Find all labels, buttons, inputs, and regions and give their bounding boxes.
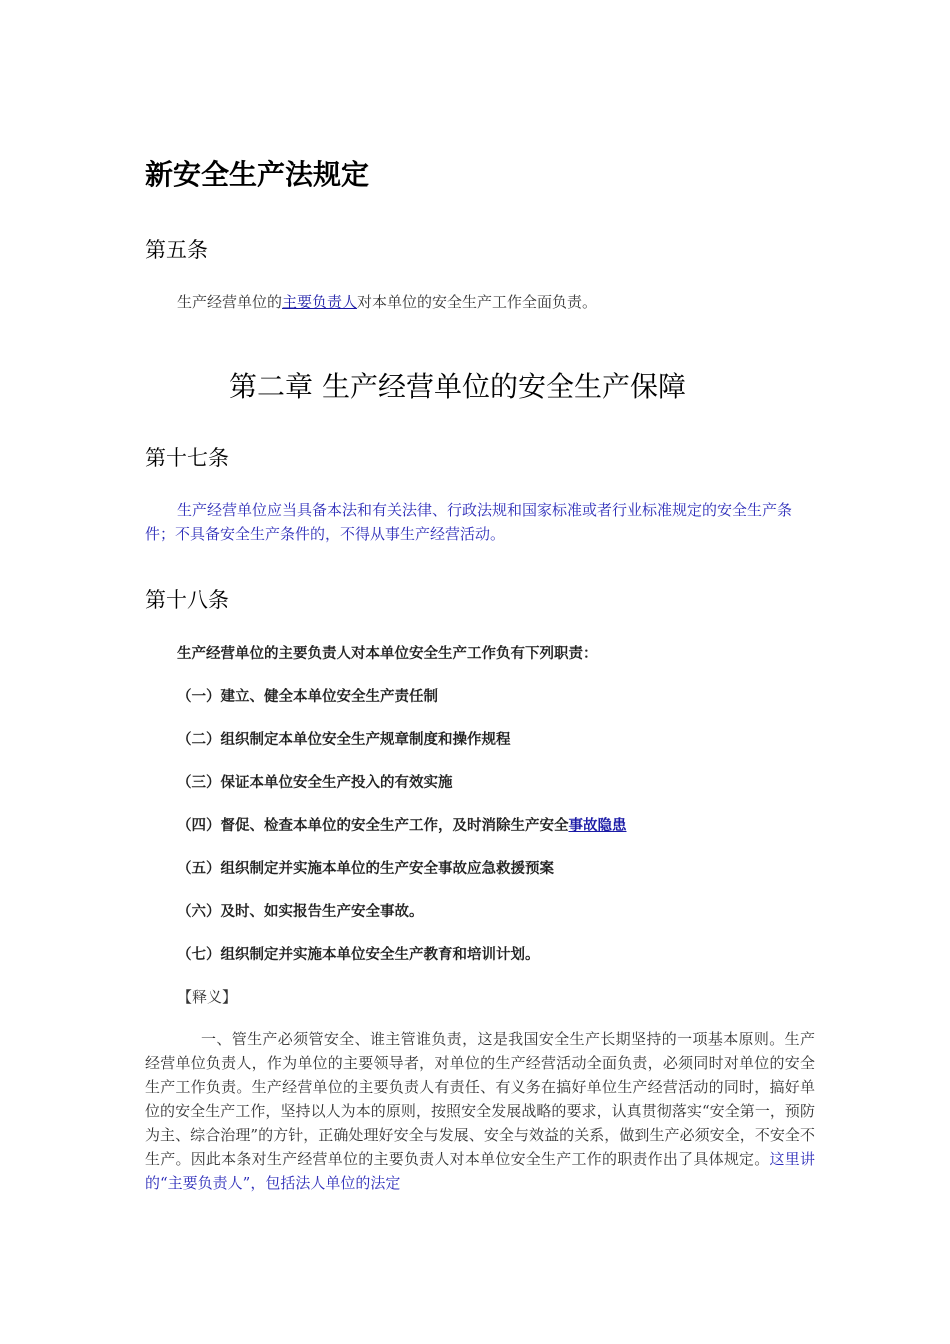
duty-item-4 xyxy=(177,814,842,838)
duty-item-3: （三）保证本单位安全生产投入的有效实施 xyxy=(177,775,453,791)
explanation-body: 一、管生产必须管安全、谁主管谁负责，这是我国安全生产长期坚持的一项基本原则。生产经营单位负责人，作为单位的主要领导者，对单位的生产经营活动全面负责，必须同时对单位的安全生产工作负责。生产经营单位的主要负责人有责任、有义务在搞好单位生产经营活动的同时，搞好单位的安全生产工作，坚持以人为本的原则，按照安全发展战略的要求，认真贯彻落实“安全第一，预防为主、综合治理”的方针，正确处理好安全与发展、安全与效益的关系，做到生产必须安全，不安全不生产。因此本条对生产经营单位的主要负责人对本单位安全生产工作的职责作出了具体规定。 xyxy=(145,1030,815,1168)
duty-item-5: （五）组织制定并实施本单位的生产安全事故应急救援预案 xyxy=(177,861,554,877)
article-5-text xyxy=(145,290,810,314)
accident-hazard-link[interactable]: 事故隐患 xyxy=(568,818,627,834)
explanation-label: 【释义】 xyxy=(177,988,238,1006)
article-5-heading: 第五条 xyxy=(145,238,208,262)
article-18-heading: 第十八条 xyxy=(145,588,229,612)
document-title: 新安全生产法规定 xyxy=(145,158,370,191)
main-responsible-person-link[interactable]: 主要负责人 xyxy=(282,293,358,311)
duty-item-2: （二）组织制定本单位安全生产规章制度和操作规程 xyxy=(177,732,511,748)
explanation-text xyxy=(145,1027,815,1195)
duty-item-4-text: （四）督促、检查本单位的安全生产工作，及时消除生产安全 xyxy=(177,818,569,834)
article-5-text-before: 生产经营单位的 xyxy=(177,293,283,311)
duty-item-7: （七）组织制定并实施本单位安全生产教育和培训计划。 xyxy=(177,947,540,963)
article-17-heading: 第十七条 xyxy=(145,446,229,470)
article-17-text: 生产经营单位应当具备本法和有关法律、行政法规和国家标准或者行业标准规定的安全生产条件；不具备安全生产条件的，不得从事生产经营活动。 xyxy=(145,501,793,543)
chapter-2-heading: 第二章 生产经营单位的安全生产保障 xyxy=(229,370,686,403)
article-5-text-after: 对本单位的安全生产工作全面负责。 xyxy=(357,293,598,311)
article-18-intro: 生产经营单位的主要负责人对本单位安全生产工作负有下列职责： xyxy=(177,646,598,662)
duty-item-6: （六）及时、如实报告生产安全事故。 xyxy=(177,904,424,920)
duty-item-1: （一）建立、健全本单位安全生产责任制 xyxy=(177,689,438,705)
explanation-blue-text: 这里讲的“主要负责人”，包括法人单位的法定 xyxy=(145,1150,815,1192)
